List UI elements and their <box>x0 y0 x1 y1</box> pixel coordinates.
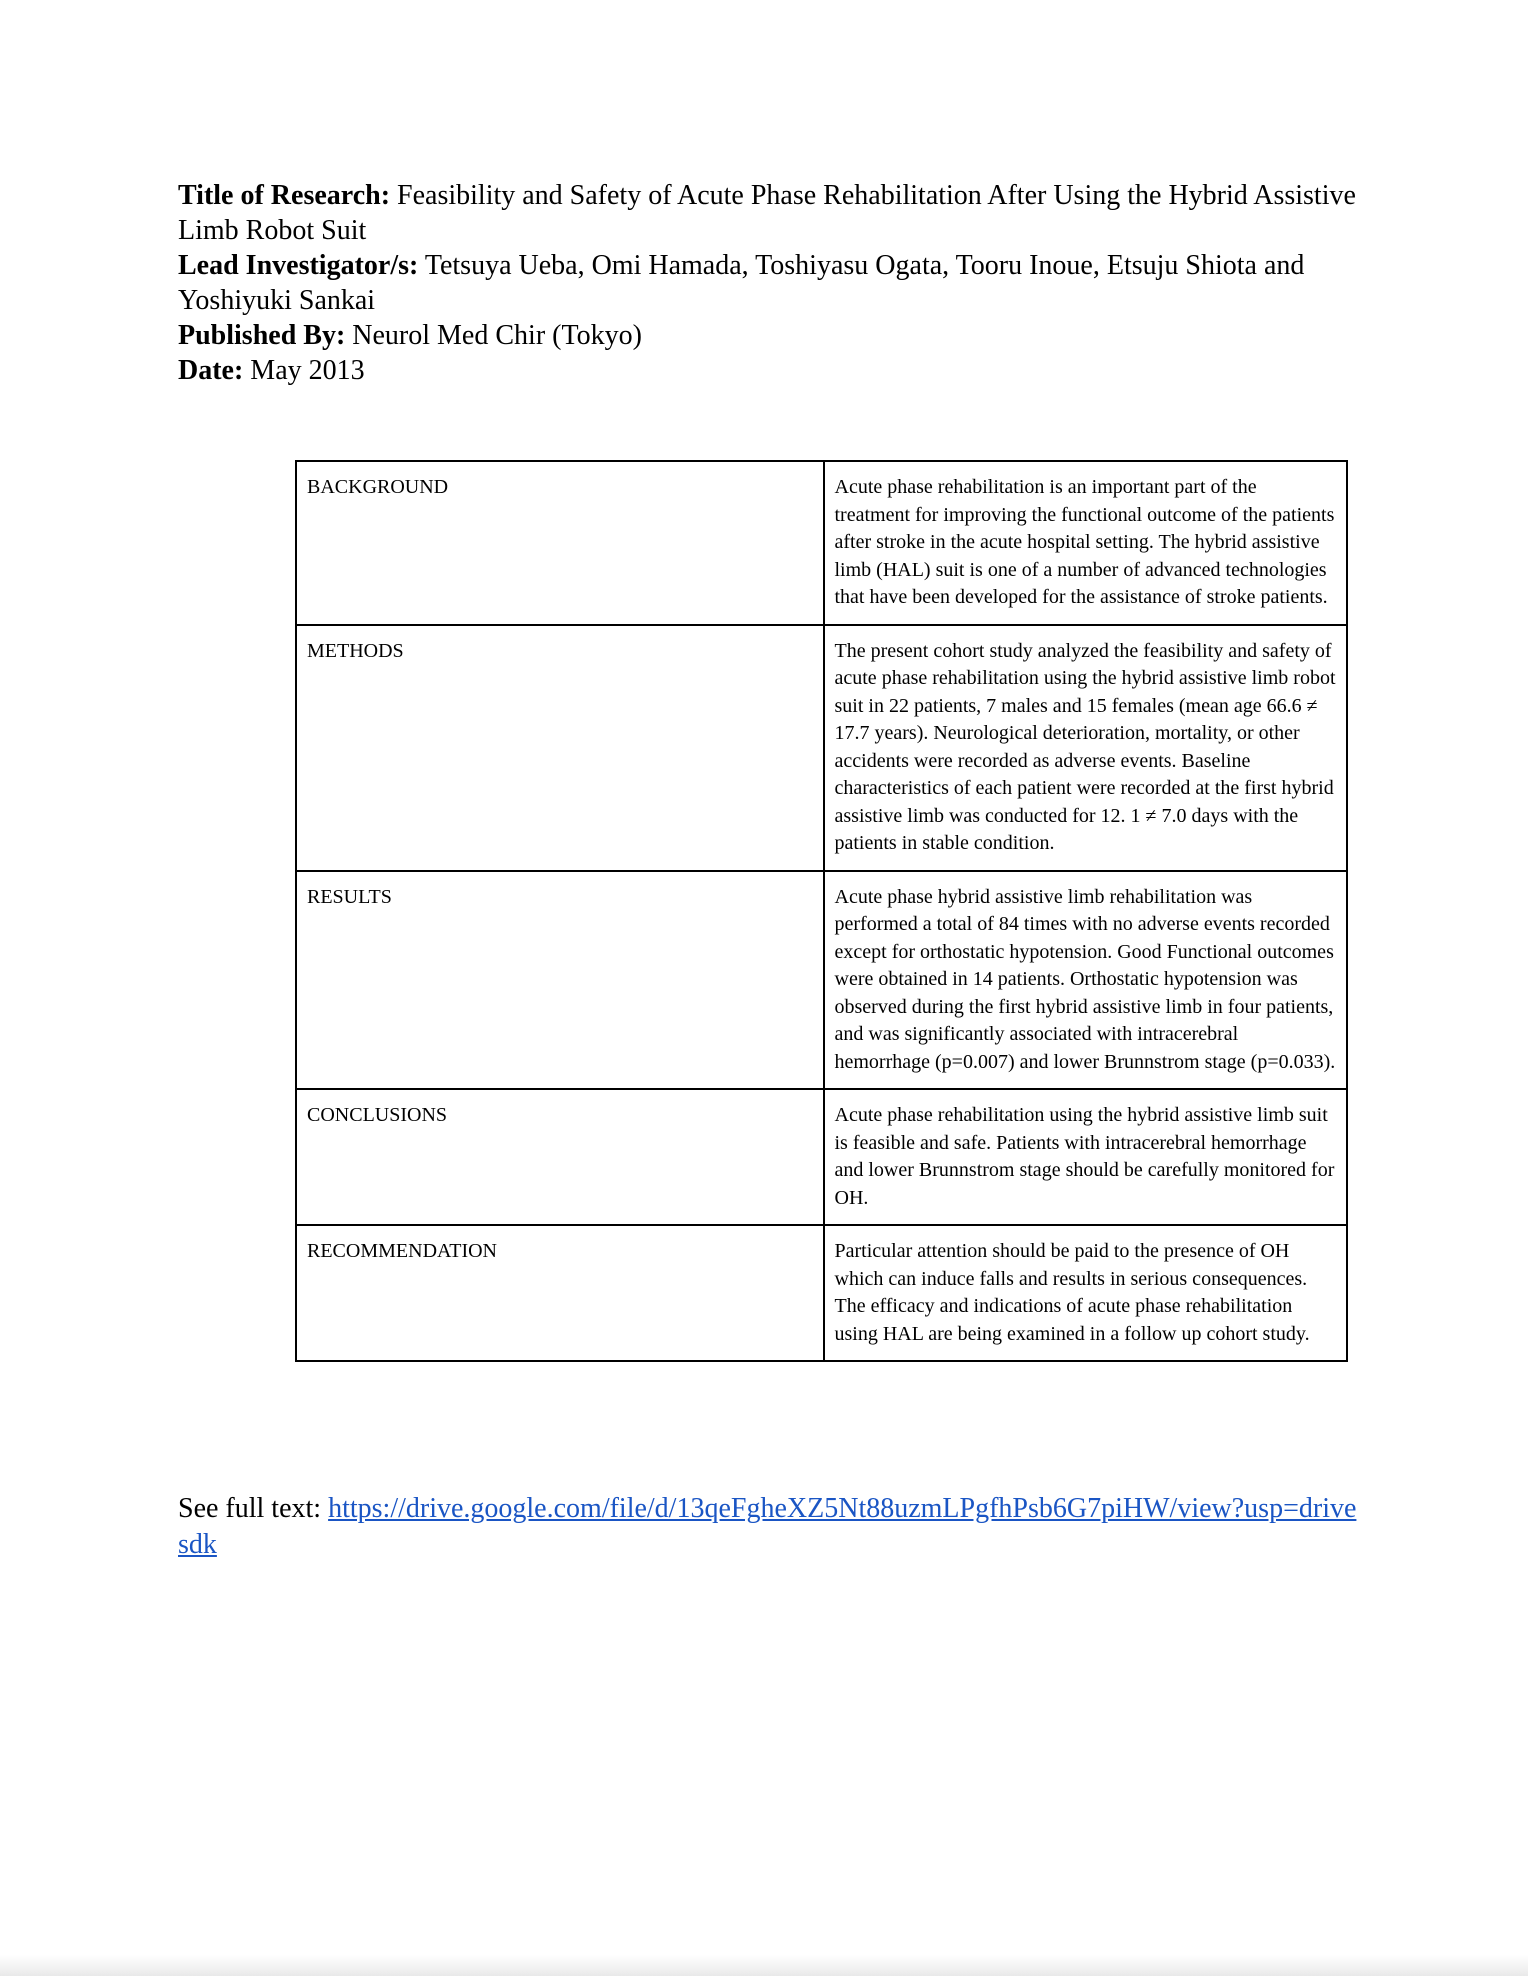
published-value: Neurol Med Chir (Tokyo) <box>352 320 642 351</box>
title-value: Feasibility and Safety of Acute Phase Rehabilitation After Using the Hybrid Assistive Limb Robot Suit <box>178 180 1356 246</box>
table-row-results <box>296 871 1347 1090</box>
row-text: Acute phase hybrid assistive limb rehabilitation was performed a total of 84 times with no adverse events recorded except for orthostatic hypotension. Good Functional outcomes were obtained in 14 patients. Orthostatic hypotension was observed during the first hybrid assistive limb in four patients, and was significantly associated with intracerebral hemorrhage (p=0.007) and lower Brunnstrom stage (p=0.033). <box>824 871 1348 1090</box>
row-label: RECOMMENDATION <box>296 1225 824 1361</box>
full-text-line <box>178 1491 1358 1563</box>
date-line <box>178 353 1358 388</box>
published-label: Published By: <box>178 320 346 351</box>
published-line <box>178 318 1358 353</box>
full-text-link[interactable]: https://drive.google.com/file/d/13qeFgheXZ5Nt88uzmLPgfhPsb6G7piHW/view?usp=drivesdk <box>178 1493 1357 1560</box>
row-label: CONCLUSIONS <box>296 1089 824 1225</box>
row-text: Particular attention should be paid to the presence of OH which can induce falls and results in serious consequences. The efficacy and indications of acute phase rehabilitation using HAL are being examined in a follow up cohort study. <box>824 1225 1348 1361</box>
page-bottom-edge <box>0 1955 1528 1976</box>
row-text: The present cohort study analyzed the feasibility and safety of acute phase rehabilitation using the hybrid assistive limb robot suit in 22 patients, 7 males and 15 females (mean age 66.6 ≠ 17.7 years). Neurological deterioration, mortality, or other accidents were recorded as adverse events. Baseline characteristics of each patient were recorded at the first hybrid assistive limb was conducted for 12. 1 ≠ 7.0 days with the patients in stable condition. <box>824 625 1348 871</box>
investigators-label: Lead Investigator/s: <box>178 250 419 281</box>
investigators-value: Tetsuya Ueba, Omi Hamada, Toshiyasu Ogata, Tooru Inoue, Etsuju Shiota and Yoshiyuki Sankai <box>178 250 1305 316</box>
investigators-line <box>178 248 1358 318</box>
title-label: Title of Research: <box>178 180 391 211</box>
date-value: May 2013 <box>250 355 365 386</box>
title-line <box>178 178 1358 248</box>
table-row-conclusions <box>296 1089 1347 1225</box>
summary-table <box>295 460 1348 1362</box>
table-row-background <box>296 461 1347 625</box>
research-header <box>178 178 1358 388</box>
table-row-recommendation <box>296 1225 1347 1361</box>
row-label: METHODS <box>296 625 824 871</box>
date-label: Date: <box>178 355 244 386</box>
row-text: Acute phase rehabilitation using the hybrid assistive limb suit is feasible and safe. Patients with intracerebral hemorrhage and lower Brunnstrom stage should be carefully monitored for OH. <box>824 1089 1348 1225</box>
row-text: Acute phase rehabilitation is an important part of the treatment for improving the functional outcome of the patients after stroke in the acute hospital setting. The hybrid assistive limb (HAL) suit is one of a number of advanced technologies that have been developed for the assistance of stroke patients. <box>824 461 1348 625</box>
table-row-methods <box>296 625 1347 871</box>
full-text-prefix: See full text: <box>178 1493 329 1524</box>
row-label: BACKGROUND <box>296 461 824 625</box>
row-label: RESULTS <box>296 871 824 1090</box>
